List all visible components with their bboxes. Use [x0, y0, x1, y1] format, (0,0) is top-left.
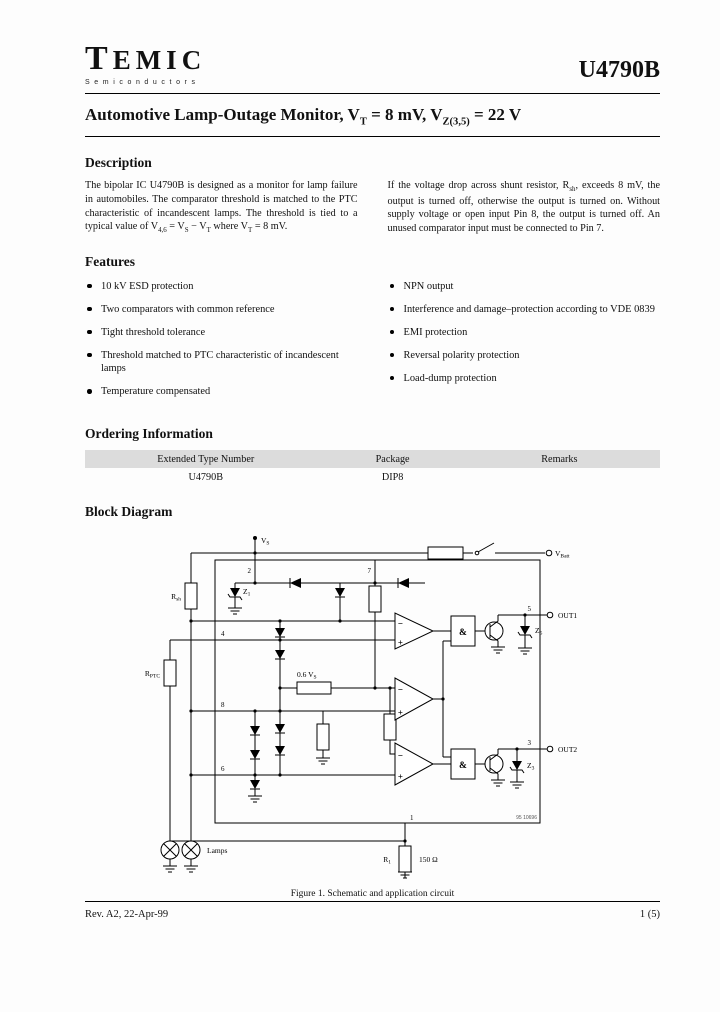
bullet-icon: [87, 389, 92, 394]
rptc-label: $R_{PTC}$: [144, 669, 160, 680]
svg-text:&: &: [459, 628, 467, 639]
temic-logo: TEMIC: [85, 40, 207, 77]
svg-text:6: 6: [221, 765, 225, 774]
ordering-data-row: [85, 468, 660, 486]
output-transistors: [485, 615, 503, 780]
feature-item: Threshold matched to PTC characteristic of incandescent lamps: [85, 349, 358, 376]
bullet-icon: [390, 376, 395, 381]
masthead-rule: [85, 93, 660, 94]
revision-text: Rev. A2, 22-Apr-99: [85, 909, 169, 920]
masthead: [85, 26, 660, 86]
z3-label: $Z_3$: [527, 761, 535, 772]
bullet-icon: [390, 330, 395, 335]
r1-label: $R_1$: [383, 855, 391, 866]
column-header: Remarks: [459, 450, 660, 468]
svg-text:−: −: [398, 751, 403, 761]
bullet-icon: [390, 353, 395, 358]
svg-text:+: +: [398, 772, 403, 782]
switch-lever: [478, 543, 494, 552]
feature-item: Reversal polarity protection: [388, 349, 661, 363]
column-header: Package: [327, 450, 459, 468]
feature-item: EMI protection: [388, 326, 661, 340]
title-rule: [85, 136, 660, 137]
page-footer: [85, 901, 660, 920]
out2-terminal: [547, 747, 553, 753]
svg-text:−: −: [398, 619, 403, 629]
svg-text:8: 8: [221, 701, 225, 710]
feature-item: Temperature compensated: [85, 385, 358, 399]
feature-item: Load-dump protection: [388, 372, 661, 386]
and-gates: [451, 616, 475, 779]
reference-voltage-label: 0.6 $V_S$: [297, 670, 317, 681]
bullet-icon: [87, 307, 92, 312]
lamp-symbols: [161, 841, 200, 859]
svg-text:+: +: [398, 708, 403, 718]
pulldown-resistor: [317, 724, 329, 750]
column-header: Extended Type Number: [85, 450, 327, 468]
logo-subtitle: Semiconductors: [85, 79, 200, 86]
rptc-resistor: [164, 660, 176, 686]
zener-diodes: [228, 583, 532, 782]
reference-resistor: [297, 682, 331, 694]
description-left: The bipolar IC U4790B is designed as a monitor for lamp failure in automobiles. The comparator threshold is matched to the PTC characteristic of incandescent lamps. The threshold is tied to a typical value of $V_{4,6} = V_S - V_T$ where $V_T = 8$ mV.: [85, 180, 358, 235]
page-number: 1 (5): [639, 909, 660, 920]
feature-item: 10 kV ESD protection: [85, 280, 358, 294]
svg-text:3: 3: [527, 739, 531, 748]
svg-text:5: 5: [527, 605, 531, 614]
feature-item: Two comparators with common reference: [85, 303, 358, 317]
description-right: If the voltage drop across shunt resistor, $R_{sh}$, exceeds 8 mV, the output is turned off, otherwise the output is turned on. Without supply voltage or open input Pin 8, the output is turned off. An unused comparator input must be connected to Pin 7.: [387, 180, 660, 235]
temic-logo-block: [85, 42, 206, 86]
schematic-wires: [170, 538, 547, 878]
type-number-cell: U4790B: [188, 471, 224, 483]
features-columns: [85, 278, 660, 409]
figure-caption: Figure 1. Schematic and application circuit: [290, 889, 455, 900]
comparators: [395, 613, 433, 785]
svg-text:−: −: [398, 685, 403, 695]
package-cell: DIP8: [381, 471, 404, 483]
comparator-feed-resistor: [384, 714, 396, 740]
vbatt-label: $V_{Batt}$: [555, 549, 570, 560]
feature-item: Tight threshold tolerance: [85, 326, 358, 340]
feature-item: NPN output: [388, 280, 661, 294]
rsh-resistor: [185, 583, 197, 609]
description-columns: [85, 179, 660, 235]
z5-label: $Z_5$: [535, 626, 543, 637]
page-title: Automotive Lamp-Outage Monitor, $V_T = 8$ mV, $V_{Z(3,5)} = 22$ V: [85, 105, 522, 128]
rsh-label: $R_{sh}$: [171, 592, 181, 603]
svg-text:1: 1: [410, 814, 414, 823]
out1-label: OUT1: [558, 611, 578, 621]
svg-text:&: &: [459, 761, 467, 772]
block-diagram-heading: Block Diagram: [85, 504, 173, 520]
vs-terminal: [253, 536, 257, 540]
svg-text:+: +: [398, 638, 403, 648]
svg-text:7: 7: [367, 567, 371, 576]
bullet-icon: [390, 307, 395, 312]
drawing-number: 95 10696: [516, 815, 537, 822]
feature-item: Interference and damage–protection according to VDE 0839: [388, 303, 661, 317]
svg-text:2: 2: [247, 567, 251, 576]
r1-resistor: [399, 846, 411, 872]
features-heading: Features: [85, 253, 135, 269]
divider-resistor: [369, 586, 381, 612]
lamps-label: Lamps: [207, 846, 228, 856]
vbatt-terminal: [546, 551, 552, 557]
features-right: [388, 280, 661, 386]
bullet-icon: [87, 330, 92, 335]
features-left: [85, 280, 358, 399]
bullet-icon: [390, 284, 395, 289]
ordering-table: [85, 450, 660, 486]
vs-label: $V_S$: [261, 536, 270, 547]
bullet-icon: [87, 284, 92, 289]
series-resistor: [428, 547, 463, 559]
block-diagram: [85, 528, 660, 899]
bullet-icon: [87, 353, 92, 358]
schematic-figure: [85, 528, 660, 880]
svg-text:4: 4: [221, 630, 225, 639]
z1-label: $Z_1$: [243, 587, 251, 598]
junction-dots: [189, 552, 526, 843]
out2-label: OUT2: [558, 745, 578, 755]
ordering-header-row: [85, 450, 660, 468]
remarks-cell: [459, 468, 660, 486]
npn-transistor-2: [485, 755, 503, 773]
schematic-labels: [145, 536, 578, 866]
description-heading: Description: [85, 155, 152, 171]
part-number: U4790B: [578, 57, 660, 83]
out1-terminal: [547, 613, 553, 619]
npn-transistor-1: [485, 622, 503, 640]
ground-symbols: [163, 608, 532, 878]
r1-value-label: 150 Ω: [419, 855, 438, 865]
ordering-heading: Ordering Information: [85, 426, 213, 442]
